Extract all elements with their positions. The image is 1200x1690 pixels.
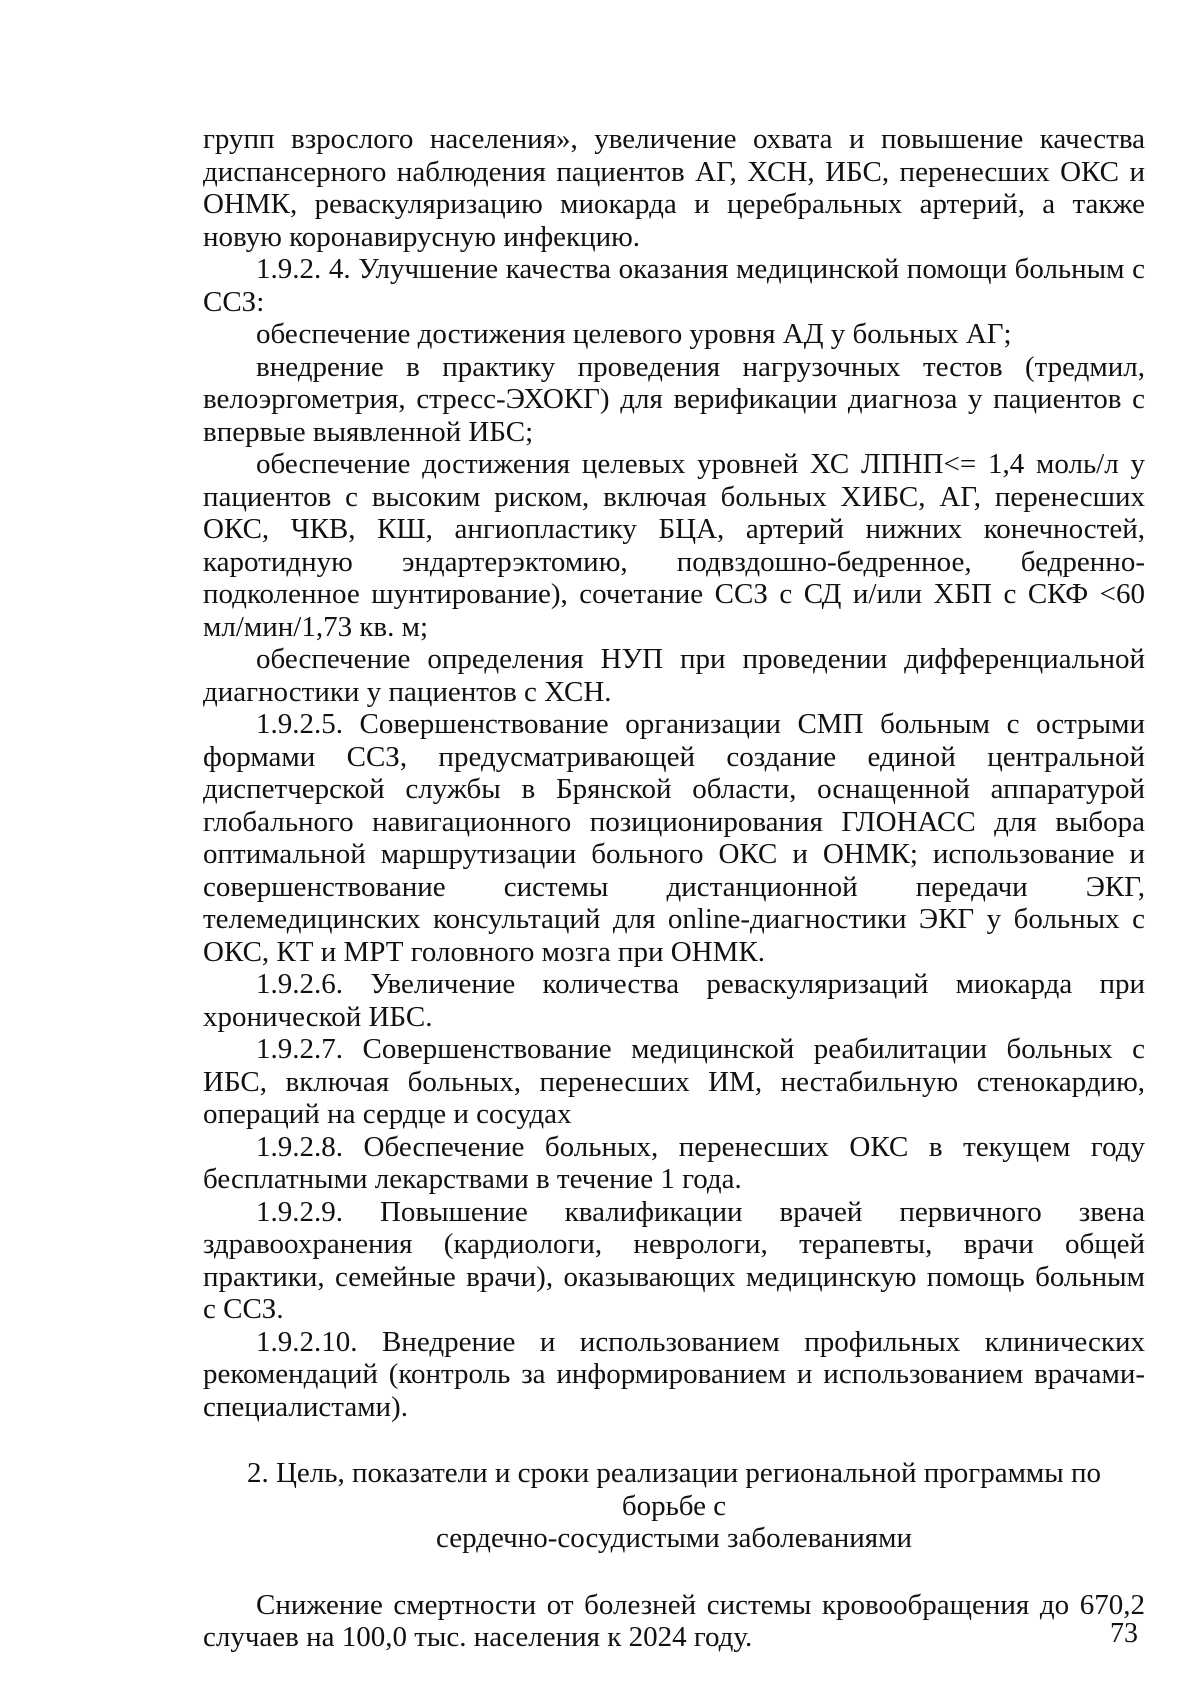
paragraph-1-9-2-6: 1.9.2.6. Увеличение количества реваскуляризаций миокарда при хронической ИБС. bbox=[203, 968, 1145, 1033]
section-heading-line-2: сердечно-сосудистыми заболеваниями bbox=[435, 1522, 913, 1554]
paragraph-1-9-2-5: 1.9.2.5. Совершенствование организации СМП больным с острыми формами ССЗ, предусматривающей создание единой центральной диспетчерской службы в Брянской области, оснащенной аппаратурой глобального навигационного позиционирования ГЛОНАСС для выбора оптимальной маршрутизации больного ОКС и ОНМК; использование и совершенствование системы дистанционной передачи ЭКГ, телемедицинских консультаций для online-диагностики ЭКГ у больных с ОКС, КТ и МРТ головного мозга при ОНМК. bbox=[203, 708, 1145, 968]
paragraph-1-9-2-8: 1.9.2.8. Обеспечение больных, перенесших ОКС в текущем году бесплатными лекарствами в течение 1 года. bbox=[203, 1130, 1145, 1195]
paragraph-load-tests: внедрение в практику проведения нагрузочных тестов (тредмил, велоэргометрия, стресс-ЭХОКГ) для верификации диагноза у пациентов с впервые выявленной ИБС; bbox=[203, 350, 1145, 448]
paragraph-1-9-2-7: 1.9.2.7. Совершенствование медицинской реабилитации больных с ИБС, включая больных, перенесших ИМ, нестабильную стенокардию, операций на сердце и сосудах bbox=[203, 1033, 1145, 1130]
paragraph-ldl-targets: обеспечение достижения целевых уровней ХС ЛПНП<= 1,4 моль/л у пациентов с высоким риском, включая больных ХИБС, АГ, перенесших ОКС, ЧКВ, КШ, ангиопластику БЦА, артерий нижних конечностей, каротидную эндартерэктомию, подвздошно-бедренное, бедренно-подколенное шунтирование), сочетание ССЗ с СД и/или ХБП с СКФ <60 мл/мин/1,73 кв. м; bbox=[203, 448, 1145, 643]
page-number: 73 bbox=[1110, 1618, 1138, 1649]
summary-paragraph: Снижение смертности от болезней системы кровообращения до 670,2 случаев на 100,0 тыс. населения к 2024 году. bbox=[203, 1588, 1145, 1653]
paragraph-1-9-2-10: 1.9.2.10. Внедрение и использованием профильных клинических рекомендаций (контроль за информированием и использованием врачами-специалистами). bbox=[203, 1325, 1145, 1423]
paragraph-1-9-2-4: 1.9.2. 4. Улучшение качества оказания медицинской помощи больным с ССЗ: bbox=[203, 253, 1145, 318]
paragraph-bp-target: обеспечение достижения целевого уровня АД у больных АГ; bbox=[256, 318, 1012, 350]
paragraph-intro: групп взрослого населения», увеличение охвата и повышение качества диспансерного наблюдения пациентов АГ, ХСН, ИБС, перенесших ОКС и ОНМК, реваскуляризацию миокарда и церебральных артерий, а также новую коронавирусную инфекцию. bbox=[203, 123, 1145, 253]
section-heading-line-1: 2. Цель, показатели и сроки реализации региональной программы по борьбе с bbox=[246, 1457, 1102, 1522]
paragraph-nup: обеспечение определения НУП при проведении дифференциальной диагностики у пациентов с ХСН. bbox=[203, 643, 1145, 708]
paragraph-1-9-2-9: 1.9.2.9. Повышение квалификации врачей первичного звена здравоохранения (кардиологи, неврологи, терапевты, врачи общей практики, семейные врачи), оказывающих медицинскую помощь больным с ССЗ. bbox=[203, 1195, 1145, 1325]
document-body bbox=[203, 123, 1145, 1654]
section-heading bbox=[203, 1457, 1145, 1555]
